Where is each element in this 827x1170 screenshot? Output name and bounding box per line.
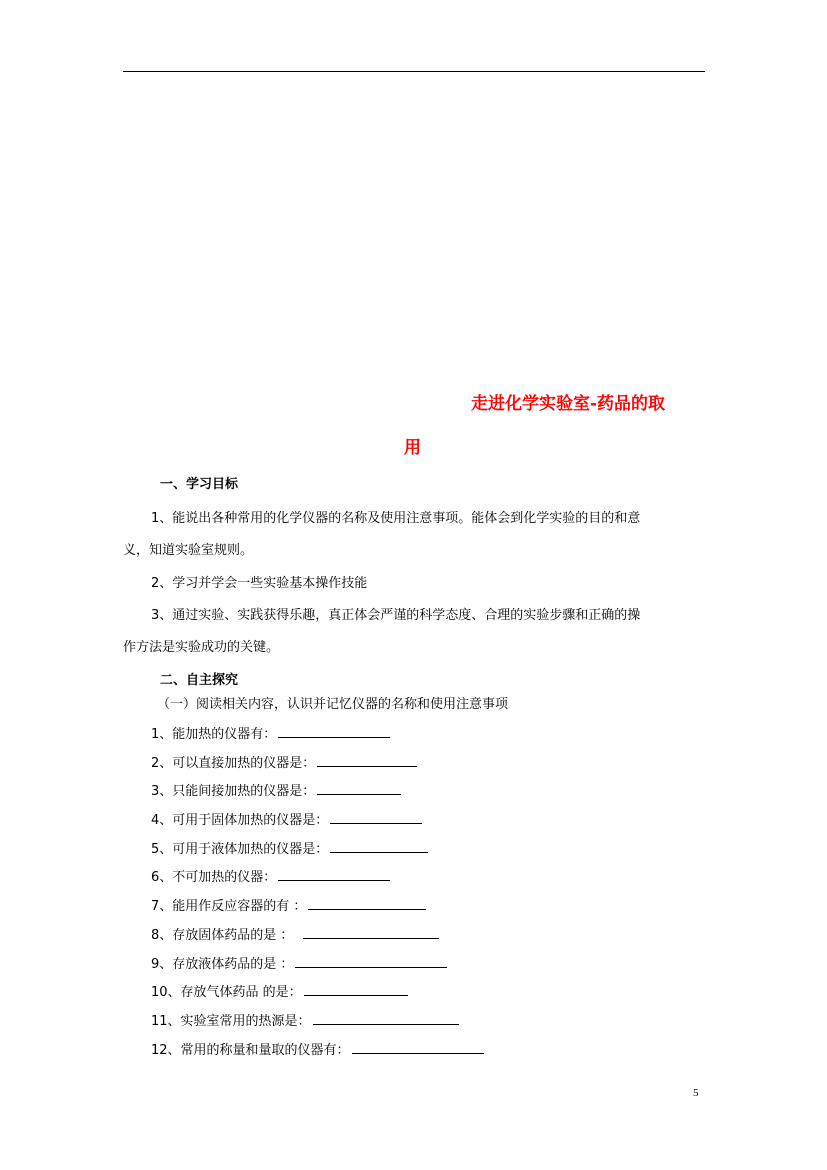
question-text: 11、实验室常用的热源是：: [151, 1013, 311, 1029]
section-heading-goals: 一、学习目标: [160, 477, 239, 492]
question-item: [151, 725, 484, 754]
answer-blank[interactable]: [278, 725, 390, 738]
question-item: [151, 782, 484, 811]
answer-blank[interactable]: [330, 811, 422, 824]
answer-blank[interactable]: [352, 1041, 484, 1054]
question-text: 3、只能间接加热的仪器是：: [151, 784, 316, 800]
question-text: 9、存放液体药品的是 ：: [151, 956, 294, 972]
question-text: 5、可用于液体加热的仪器是：: [151, 841, 329, 857]
answer-blank[interactable]: [295, 955, 447, 968]
document-title-continued: 用: [404, 438, 421, 458]
question-item: [151, 811, 484, 840]
answer-blank[interactable]: [330, 840, 428, 853]
goal-1-line1: 1、能说出各种常用的化学仪器的名称及使用注意事项。能体会到化学实验的目的和意: [151, 511, 641, 526]
goal-1-line2: 义，知道实验室规则。: [123, 543, 254, 558]
section-heading-explore: 二、自主探究: [160, 673, 239, 688]
goal-2: 2、学习并学会一些实验基本操作技能: [151, 576, 368, 591]
question-text: 6、不可加热的仪器：: [151, 870, 277, 886]
question-text: 8、存放固体药品的是 ：: [151, 927, 294, 943]
question-item: [151, 955, 484, 984]
question-item: [151, 868, 484, 897]
question-text: 12、常用的称量和量取的仪器有：: [151, 1042, 350, 1058]
answer-blank[interactable]: [278, 868, 390, 881]
answer-blank[interactable]: [313, 1012, 459, 1025]
answer-blank[interactable]: [308, 897, 426, 910]
question-text: 10、存放气体药品 的是：: [151, 985, 302, 1001]
question-item: [151, 1041, 484, 1070]
answer-blank[interactable]: [303, 926, 439, 939]
answer-blank[interactable]: [317, 754, 417, 767]
header-rule: [123, 71, 705, 72]
page-number: 5: [693, 1087, 699, 1099]
answer-blank[interactable]: [304, 983, 408, 996]
question-item: [151, 897, 484, 926]
question-item: [151, 926, 484, 955]
question-item: [151, 1012, 484, 1041]
question-text: 7、能用作反应容器的有 ：: [151, 899, 307, 915]
explore-subheading: （一）阅读相关内容，认识并记忆仪器的名称和使用注意事项: [157, 697, 509, 712]
document-title: 走进化学实验室-药品的取: [471, 394, 666, 414]
answer-blank[interactable]: [317, 782, 401, 795]
question-text: 2、可以直接加热的仪器是：: [151, 755, 316, 771]
question-text: 1、能加热的仪器有：: [151, 727, 277, 742]
goal-3-line2: 作方法是实验成功的关键。: [123, 640, 280, 655]
goal-3-line1: 3、通过实验、实践获得乐趣，真正体会严谨的科学态度、合理的实验步骤和正确的操: [151, 608, 641, 623]
question-text: 4、可用于固体加热的仪器是：: [151, 813, 329, 829]
question-list: [151, 725, 484, 1069]
question-item: [151, 754, 484, 783]
question-item: [151, 983, 484, 1012]
question-item: [151, 840, 484, 869]
